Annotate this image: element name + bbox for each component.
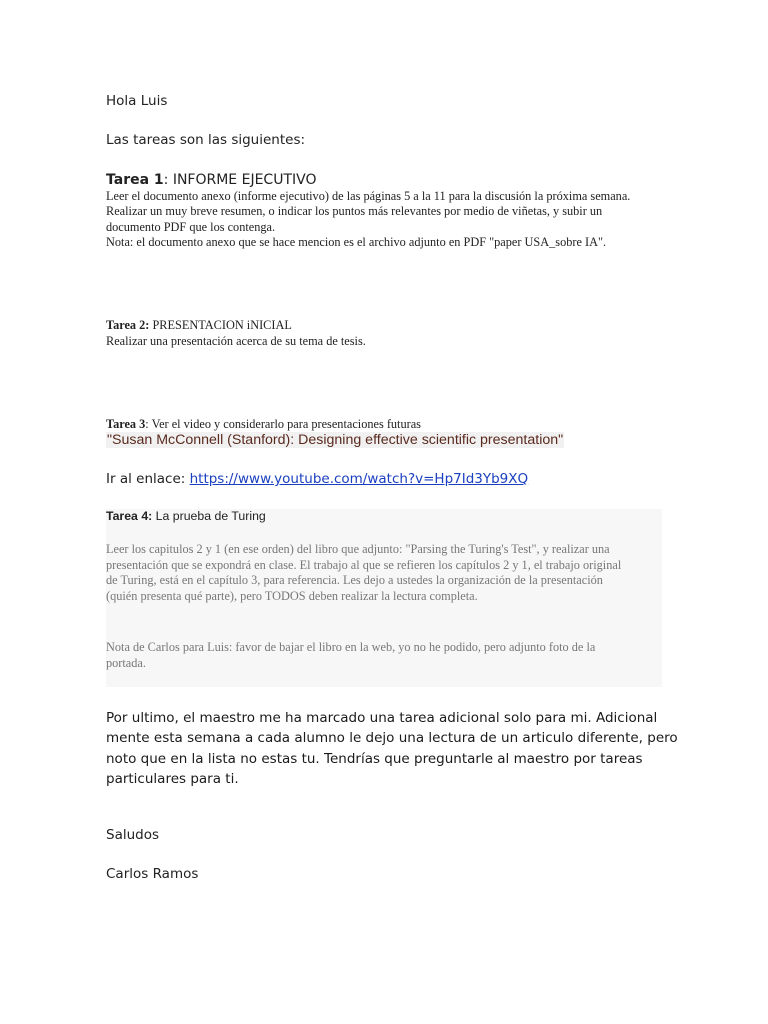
saludos: Saludos bbox=[106, 827, 160, 843]
tarea1-body bbox=[106, 189, 666, 250]
tarea2-heading bbox=[106, 318, 292, 333]
tarea2-label: Tarea 2: bbox=[106, 318, 150, 332]
tarea4-title: La prueba de Turing bbox=[152, 509, 266, 523]
tarea4-label: Tarea 4: bbox=[106, 509, 153, 523]
video-title: "Susan McConnell (Stanford): Designing effective scientific presentation" bbox=[107, 432, 564, 448]
tarea4-note-line: portada. bbox=[106, 655, 146, 670]
tarea4-note-line: Nota de Carlos para Luis: favor de bajar el libro en la web, yo no he podido, pero adjunto foto de la bbox=[106, 640, 596, 654]
youtube-link[interactable]: https://www.youtube.com/watch?v=Hp7Id3Yb9XQ bbox=[189, 471, 529, 487]
tarea4-line: de Turing, está en el capítulo 3, para referencia. Les dejo a ustedes la organización de la presentación bbox=[106, 573, 603, 588]
tarea1-line: Realizar un muy breve resumen, o indicar los puntos más relevantes por medio de viñetas, y subir un bbox=[106, 204, 603, 219]
greeting: Hola Luis bbox=[106, 93, 168, 109]
tarea1-title: : INFORME EJECUTIVO bbox=[163, 172, 317, 188]
tarea3-heading bbox=[106, 417, 421, 432]
tarea4-note bbox=[106, 640, 666, 671]
tarea1-heading bbox=[106, 172, 316, 188]
link-line bbox=[106, 471, 528, 487]
closing-line: particulares para ti. bbox=[106, 770, 239, 787]
closing-line: Por ultimo, el maestro me ha marcado una tarea adicional solo para mi. Adicional bbox=[106, 710, 658, 726]
tarea4-heading bbox=[106, 509, 266, 523]
tarea4-line: (quién presenta qué parte), pero TODOS deben realizar la lectura completa. bbox=[106, 588, 478, 603]
tarea4-line: Leer los capitulos 2 y 1 (en ese orden) del libro que adjunto: "Parsing the Turing's Test", y realizar una bbox=[106, 542, 610, 556]
link-prefix: Ir al enlace: bbox=[106, 471, 190, 487]
tarea1-line: Nota: el documento anexo que se hace mencion es el archivo adjunto en PDF "paper USA_sobre IA". bbox=[106, 234, 607, 249]
closing-line: noto que en la lista no estas tu. Tendrías que preguntarle al maestro por tareas bbox=[106, 750, 643, 767]
tarea1-label: Tarea 1 bbox=[106, 172, 164, 188]
tarea3-title: : Ver el video y considerarlo para presentaciones futuras bbox=[145, 417, 421, 431]
intro-text: Las tareas son las siguientes: bbox=[106, 132, 306, 148]
tarea3-label: Tarea 3 bbox=[106, 417, 146, 431]
tarea4-body bbox=[106, 542, 666, 604]
closing-line: mente esta semana a cada alumno le dejo una lectura de un articulo diferente, pero bbox=[106, 730, 678, 747]
closing-paragraph bbox=[106, 708, 678, 789]
tarea4-line: presentación que se expondrá en clase. El trabajo al que se refieren los capítulos 2 y 1, el trabajo original bbox=[106, 557, 622, 572]
tarea1-line: Leer el documento anexo (informe ejecutivo) de las páginas 5 a la 11 para la discusión la próxima semana. bbox=[106, 189, 631, 203]
signature: Carlos Ramos bbox=[106, 866, 199, 882]
tarea2-title: PRESENTACION iNICIAL bbox=[149, 318, 292, 332]
tarea1-line: documento PDF que los contenga. bbox=[106, 219, 276, 234]
tarea2-body: Realizar una presentación acerca de su tema de tesis. bbox=[106, 334, 366, 348]
